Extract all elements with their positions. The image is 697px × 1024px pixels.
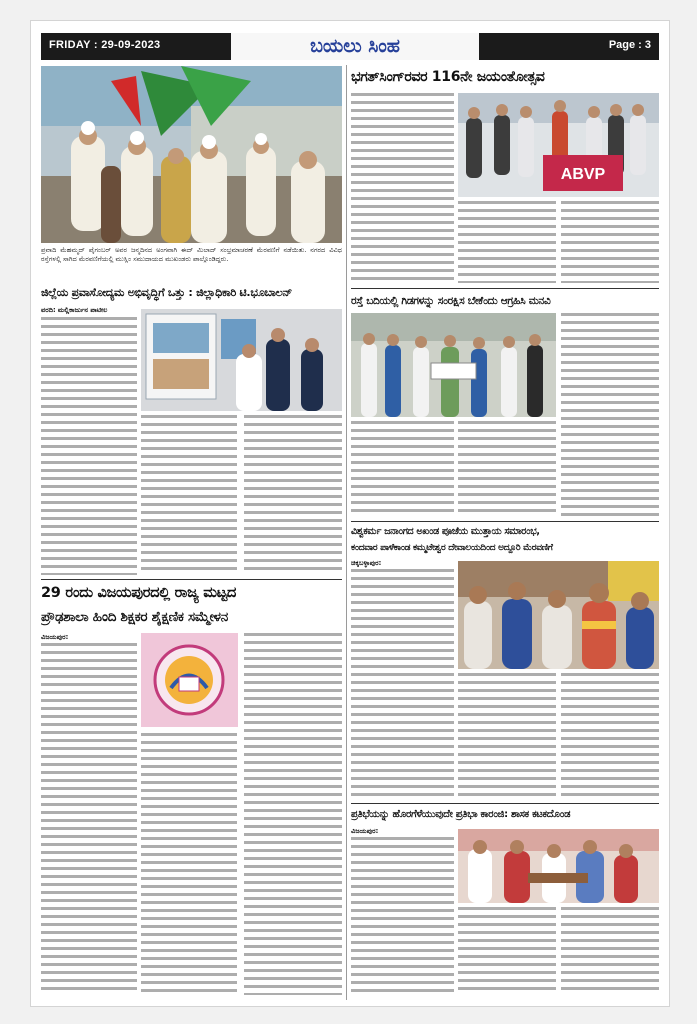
conference-text-col-1 [41,643,137,995]
petition-text-col-1 [351,421,454,517]
tourism-text-col-3 [244,415,342,575]
vishwakarma-text-col-1 [351,569,454,799]
conference-dateline: ವಿಜಯಪುರ: [41,633,71,642]
column-divider [346,65,347,1000]
right-section-rule-3 [351,803,659,804]
petition-photo [351,313,556,417]
newspaper-page [30,20,670,1007]
karanji-text-col-1 [351,837,454,995]
karanji-photo [458,829,659,903]
tourism-text-col-1 [41,317,137,575]
page-number: Page : 3 [608,39,651,51]
conference-headline-line-1: 29 ರಂದು ವಿಜಯಪುರದಲ್ಲಿ ರಾಜ್ಯ ಮಟ್ಟದ [41,585,237,601]
tourism-headline: ಜಿಲ್ಲೆಯ ಪ್ರವಾಸೋದ್ಯಮ ಅಭಿವೃದ್ಧಿಗೆ ಒತ್ತು : ಜಿಲ್ಲಾಧಿಕಾರಿ ಟಿ.ಭೂಬಾಲನ್ [41,286,292,299]
tourism-text-col-2 [141,415,237,575]
newspaper-title: ಬಯಲು ಸಿಂಹ [231,33,479,60]
procession-caption: ಪ್ರವಾದಿ ಮೆಹಮ್ಮದ್ ಪೈಗಂಬರ್ ಅವರ ಜನ್ಮದಿನದ ಅಂಗವಾಗಿ ಈದ್ ಮಿಲಾದ್ ಸಂಭ್ರಮಾಚರಣೆ ಮೆರವಣಿಗೆ ನಡೆಯಿತು. ನಗರದ ವಿವಿಧ ರಸ್ತೆಗಳಲ್ಲಿ ಸಾಗಿದ ಮೆರವಣಿಗೆಯಲ್ಲಿ ಮುಸ್ಲಿಂ ಸಮುದಾಯದ ಮುಖಂಡರು ಪಾಲ್ಗೊಂಡಿದ್ದರು. [41,246,342,263]
vishwakarma-headline-line-1: ವಿಶ್ವಕರ್ಮ ಜನಾಂಗದ ಅಖಂಡ ಪೂಜೆಯ ಮುತ್ತಾಯ ಸಮಾರಂಭ, [351,526,540,537]
petition-text-col-2 [458,421,556,517]
bhagat-singh-photo [458,93,659,197]
conference-text-col-2 [141,733,237,995]
masthead [41,33,659,60]
vishwakarma-photo [458,561,659,669]
tourism-dateline: ವರದಿ: ಮಲ್ಲಿಕಾರ್ಜುನ ಪಾಟೀಲ [41,306,110,315]
conference-logo [141,633,238,727]
petition-text-col-3 [561,313,659,517]
bhagat-singh-text-col-3 [561,201,659,283]
conference-text-col-3 [244,633,342,995]
right-section-rule-1 [351,288,659,289]
bhagat-singh-text-col-2 [458,201,556,283]
issue-date: FRIDAY : 29-09-2023 [49,39,161,51]
conference-headline-line-2: ಪ್ರೌಢಶಾಲಾ ಹಿಂದಿ ಶಿಕ್ಷಕರ ಶೈಕ್ಷಣಿಕ ಸಮ್ಮೇಳನ [41,609,228,625]
bhagat-singh-headline: ಭಗತ್‌ಸಿಂಗ್‌ರವರ 116ನೇ ಜಯಂತೋತ್ಸವ [351,69,545,85]
petition-headline: ರಸ್ತೆ ಬದಿಯಲ್ಲಿ ಗಿಡಗಳನ್ನು ಸಂರಕ್ಷಿಸ ಬೇಕೆಂದು ಆಗ್ರಹಿಸಿ ಮನವಿ [351,295,551,307]
karanji-text-col-2 [458,907,556,995]
abvp-banner-text: ABVP [560,166,606,183]
karanji-text-col-3 [561,907,659,995]
vishwakarma-headline-line-2: ಕಂದವಾರ ಪಾಳೆಕಾಂಡ ಕಮ್ಮಟೇಶ್ವರ ದೇವಾಲಯದಿಂದ ಅದ್ದೂರಿ ಮೆರವಣಿಗೆ [351,543,553,553]
vishwakarma-dateline: ಚಿಕ್ಕಬಳ್ಳಾಪುರ: [351,559,384,568]
procession-photo [41,66,342,243]
bhagat-singh-text-col-1 [351,93,454,283]
vishwakarma-text-col-3 [561,673,659,799]
left-section-rule [41,579,342,580]
tourism-photo [141,309,342,411]
karanji-headline: ಪ್ರತಿಭೆಯನ್ನು ಹೊರಗೆಳೆಯುವುದೇ ಪ್ರತಿಭಾ ಕಾರಂಜಿ: ಶಾಸಕ ಕಟಕದೊಂಡ [351,809,571,820]
karanji-dateline: ವಿಜಯಪುರ: [351,827,381,836]
right-section-rule-2 [351,521,659,522]
vishwakarma-text-col-2 [458,673,556,799]
